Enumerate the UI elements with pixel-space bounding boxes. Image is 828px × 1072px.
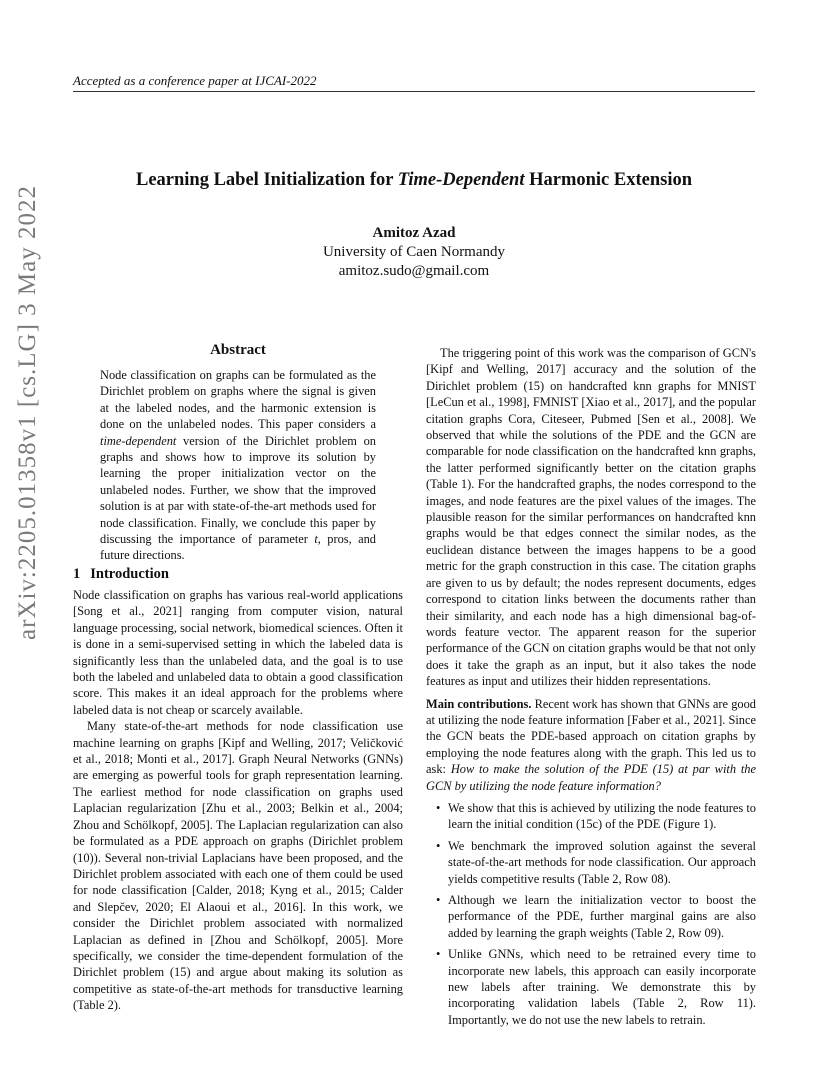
list-item: • We show that this is achieved by utilizing the node features to learn the initial condition (15c) of the PDE (Figure 1).	[448, 800, 756, 833]
intro-paragraph-2: Many state-of-the-art methods for node classification use machine learning on graphs [Kipf and Welling, 2017; Veličković et al., 2018; Monti et al., 2017]. Graph Neural Networks (GNNs) are emerging as powerful tools for graph representation learning. The earliest method for node classification on graphs used Laplacian regularization [Zhu et al., 2003; Belkin et al., 2004; Zhou and Schölkopf, 2005]. The Laplacian regularization can also be formulated as a PDE approach on graphs (Dirichlet problem (10)). Several non-trivial Laplacians have been proposed, and the Dirichlet problem associated with each one of them could be used for node classification [Calder, 2018; Kyng et al., 2015; Calder and Slepčev, 2020; El Alaoui et al., 2016]. In this work, we consider the Dirichlet problem associated with normalized Laplacian as defined in [Zhou and Schölkopf, 2005]. More specifically, we consider the time-dependent formulation of the Dirichlet problem (15) and argue about making its solution as competitive as state-of-the-art methods for transductive learning (Table 2).	[73, 719, 403, 1013]
right-paragraph-1: The triggering point of this work was the comparison of GCN's [Kipf and Welling, 2017] accuracy and the solution of the Dirichlet problem (15) on handcrafted knn graphs for MNIST [LeCun et al., 1998], FMNIST [Xiao et al., 2017], and the popular citation graphs Cora, Citeseer, Pubmed [Sen et al., 2008]. We observed that while the solutions of the PDE and the GCN are comparable for node classification on the handcrafted knn graphs, the latter performed significantly better on the citation graphs (Table 1). For the handcrafted graphs, the nodes correspond to the images, and node features are the pixel values of the images. The plausible reason for the similar performances on handcrafted knn graphs would be that edges connect the similar nodes, as the euclidean distance between the images happens to be a good metric for the graph construction in this case. The citation graphs are given to us by default; the nodes represent documents, edges correspond to citation links between the documents rather than their similarity, and each node has a high dimensional bag-of-words feature vector. The apparent reason for the superior performance of the GCN on citation graphs would be that not only does it take the graph as an input, but it also takes the node features as input and utilizes their hidden representations.	[426, 346, 756, 689]
author-affiliation: University of Caen Normandy	[322, 244, 506, 260]
paper-title	[73, 170, 755, 191]
list-item: • We benchmark the improved solution against the several state-of-the-art methods for node classification. Our approach yields competitive results (Table 2, Row 08).	[448, 838, 756, 887]
research-question: How to make the solution of the PDE (15) at par with the GCN by utilizing the node feature information?	[426, 762, 757, 793]
author-name: Amitoz Azad	[372, 225, 456, 241]
left-column	[73, 587, 403, 1014]
intro-paragraph-1: Node classification on graphs has various real-world applications [Song et al., 2021] ranging from computer vision, natural language processing, social network, biomedical sciences. Often it is done in a semi-supervised setting in which the labeled data is significantly less than the unlabeled data, and the goal is to use both the labeled and unlabeled data to obtain a good classification score. This makes it an ideal approach for the problems where labeled data is not cheap or scarcely available.	[73, 588, 403, 717]
main-contributions-text: Recent work has shown that GNNs are good at utilizing the node feature information [Faber et al., 2021]. Since the GCN beats the PDE-based approach on citation graphs by employing the node features along with the graph. This led us to ask:	[426, 696, 756, 777]
abstract-text-a: Node classification on graphs can be formulated as the Dirichlet problem on graphs where the signal is given at the labeled nodes, and the harmonic extension is done on the unlabeled nodes. This paper considers a	[100, 368, 376, 432]
abstract-body	[100, 367, 376, 564]
title-emphasis: Time-Dependent	[397, 170, 525, 190]
abstract-parameter: t	[314, 532, 318, 547]
running-header: Accepted as a conference paper at IJCAI-2022	[73, 73, 317, 88]
list-item: • Unlike GNNs, which need to be retrained every time to incorporate new labels, this approach can easily incorporate new labels after training. We demonstrate this by incorporating validation labels (Table 2, Row 11). Importantly, we do not use the new labels to retrain.	[448, 946, 756, 1028]
header-rule	[73, 91, 755, 92]
author-email: amitoz.sudo@gmail.com	[338, 263, 490, 279]
section-number: 1	[73, 566, 81, 582]
arxiv-identifier: arXiv:2205.01358v1 [cs.LG] 3 May 2022	[14, 185, 41, 640]
right-column	[426, 345, 756, 1033]
title-part-1: Learning Label Initialization for	[135, 170, 398, 190]
section-title: Introduction	[90, 566, 169, 582]
abstract-heading: Abstract	[210, 342, 266, 358]
list-item: • Although we learn the initialization vector to boost the performance of the PDE, further marginal gains are also added by learning the graph weights (Table 2, Row 09).	[448, 892, 756, 941]
main-contributions-paragraph	[426, 696, 756, 794]
section-heading-introduction	[73, 566, 403, 583]
abstract-text-b: version of the Dirichlet problem on graphs and shows how to improve its solution by learning the proper initialization vector on the unlabeled nodes. Further, we show that the improved solution is at par with state-of-the-art methods used for node classification. Finally, we conclude this paper by discussing the importance of parameter	[100, 433, 376, 547]
abstract-emphasis: time-dependent	[100, 433, 177, 448]
abstract-text-c: , pros, and future directions.	[100, 532, 376, 563]
main-contributions-lead: Main contributions.	[426, 696, 532, 711]
title-part-2: Harmonic Extension	[524, 170, 693, 190]
contributions-list	[426, 800, 756, 1028]
